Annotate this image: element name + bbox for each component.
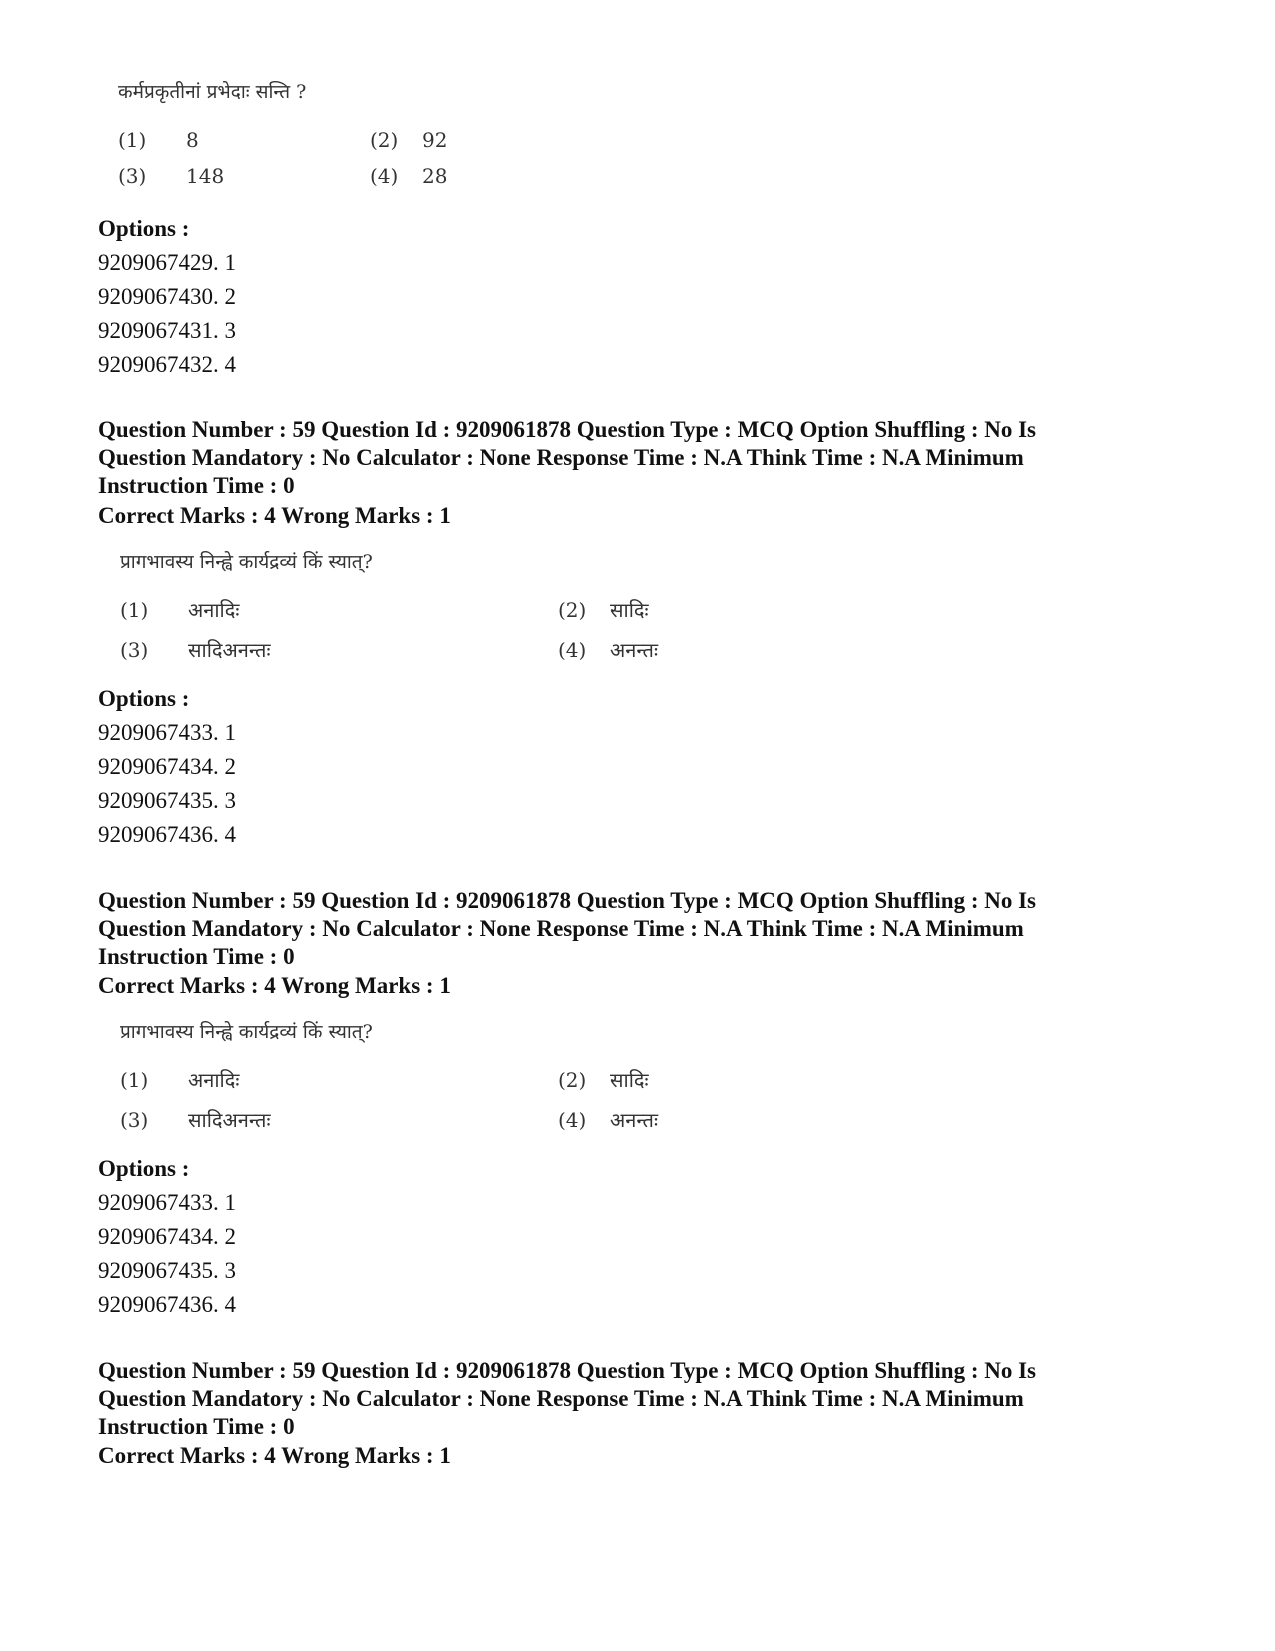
option-line: 9209067435. 3: [98, 1258, 236, 1283]
options-list-q59-repeat: [98, 1152, 1198, 1322]
choice-2: (2) 92: [370, 128, 448, 152]
choice-1: (1) अनादिः: [120, 1068, 240, 1092]
option-line: 9209067435. 3: [98, 788, 236, 813]
option-line: 9209067433. 1: [98, 1190, 236, 1215]
choice-4: (4) अनन्तः: [558, 638, 658, 662]
question-stem: प्रागभावस्य निन्ह्वे कार्यद्रव्यं किं स्यात्?: [120, 1021, 373, 1043]
question-stem: प्रागभावस्य निन्ह्वे कार्यद्रव्यं किं स्यात्?: [120, 551, 373, 573]
question-snippet-q58: [118, 78, 538, 198]
choice-2: (2) सादिः: [558, 598, 649, 622]
choice-4: (4) 28: [370, 164, 448, 188]
choice-3: (3) सादिअनन्तः: [120, 638, 271, 662]
option-line: 9209067432. 4: [98, 352, 236, 377]
option-line: 9209067430. 2: [98, 284, 236, 309]
options-label: Options :: [98, 686, 190, 711]
question-marks: Correct Marks : 4 Wrong Marks : 1: [98, 1443, 451, 1468]
choice-4: (4) अनन्तः: [558, 1108, 658, 1132]
choice-1: (1) 8: [118, 128, 199, 152]
question-metadata: Question Number : 59 Question Id : 9209061878 Question Type : MCQ Option Shuffling : No Is Question Mandatory : No Calculator : None Response Time : N.A Think Time : N.A Minimum Instruction Time : 0: [98, 417, 1037, 498]
question-snippet-q59-repeat: [120, 1018, 820, 1138]
question-marks: Correct Marks : 4 Wrong Marks : 1: [98, 973, 451, 998]
question-marks: Correct Marks : 4 Wrong Marks : 1: [98, 503, 451, 528]
options-label: Options :: [98, 1156, 190, 1181]
options-list-q58: [98, 212, 1198, 382]
option-line: 9209067431. 3: [98, 318, 236, 343]
option-line: 9209067429. 1: [98, 250, 236, 275]
choice-3: (3) सादिअनन्तः: [120, 1108, 271, 1132]
option-line: 9209067434. 2: [98, 754, 236, 779]
choice-3: (3) 148: [118, 164, 225, 188]
options-label: Options :: [98, 216, 190, 241]
question-metadata: Question Number : 59 Question Id : 9209061878 Question Type : MCQ Option Shuffling : No Is Question Mandatory : No Calculator : None Response Time : N.A Think Time : N.A Minimum Instruction Time : 0: [98, 888, 1037, 969]
question-stem: कर्मप्रकृतीनां प्रभेदाः सन्ति ?: [118, 81, 307, 103]
option-line: 9209067436. 4: [98, 822, 236, 847]
options-list-q59: [98, 682, 1198, 852]
choice-2: (2) सादिः: [558, 1068, 649, 1092]
option-line: 9209067434. 2: [98, 1224, 236, 1249]
choice-1: (1) अनादिः: [120, 598, 240, 622]
question-snippet-q59: [120, 548, 820, 668]
option-line: 9209067433. 1: [98, 720, 236, 745]
question-metadata: Question Number : 59 Question Id : 9209061878 Question Type : MCQ Option Shuffling : No Is Question Mandatory : No Calculator : None Response Time : N.A Think Time : N.A Minimum Instruction Time : 0: [98, 1358, 1037, 1439]
option-line: 9209067436. 4: [98, 1292, 236, 1317]
